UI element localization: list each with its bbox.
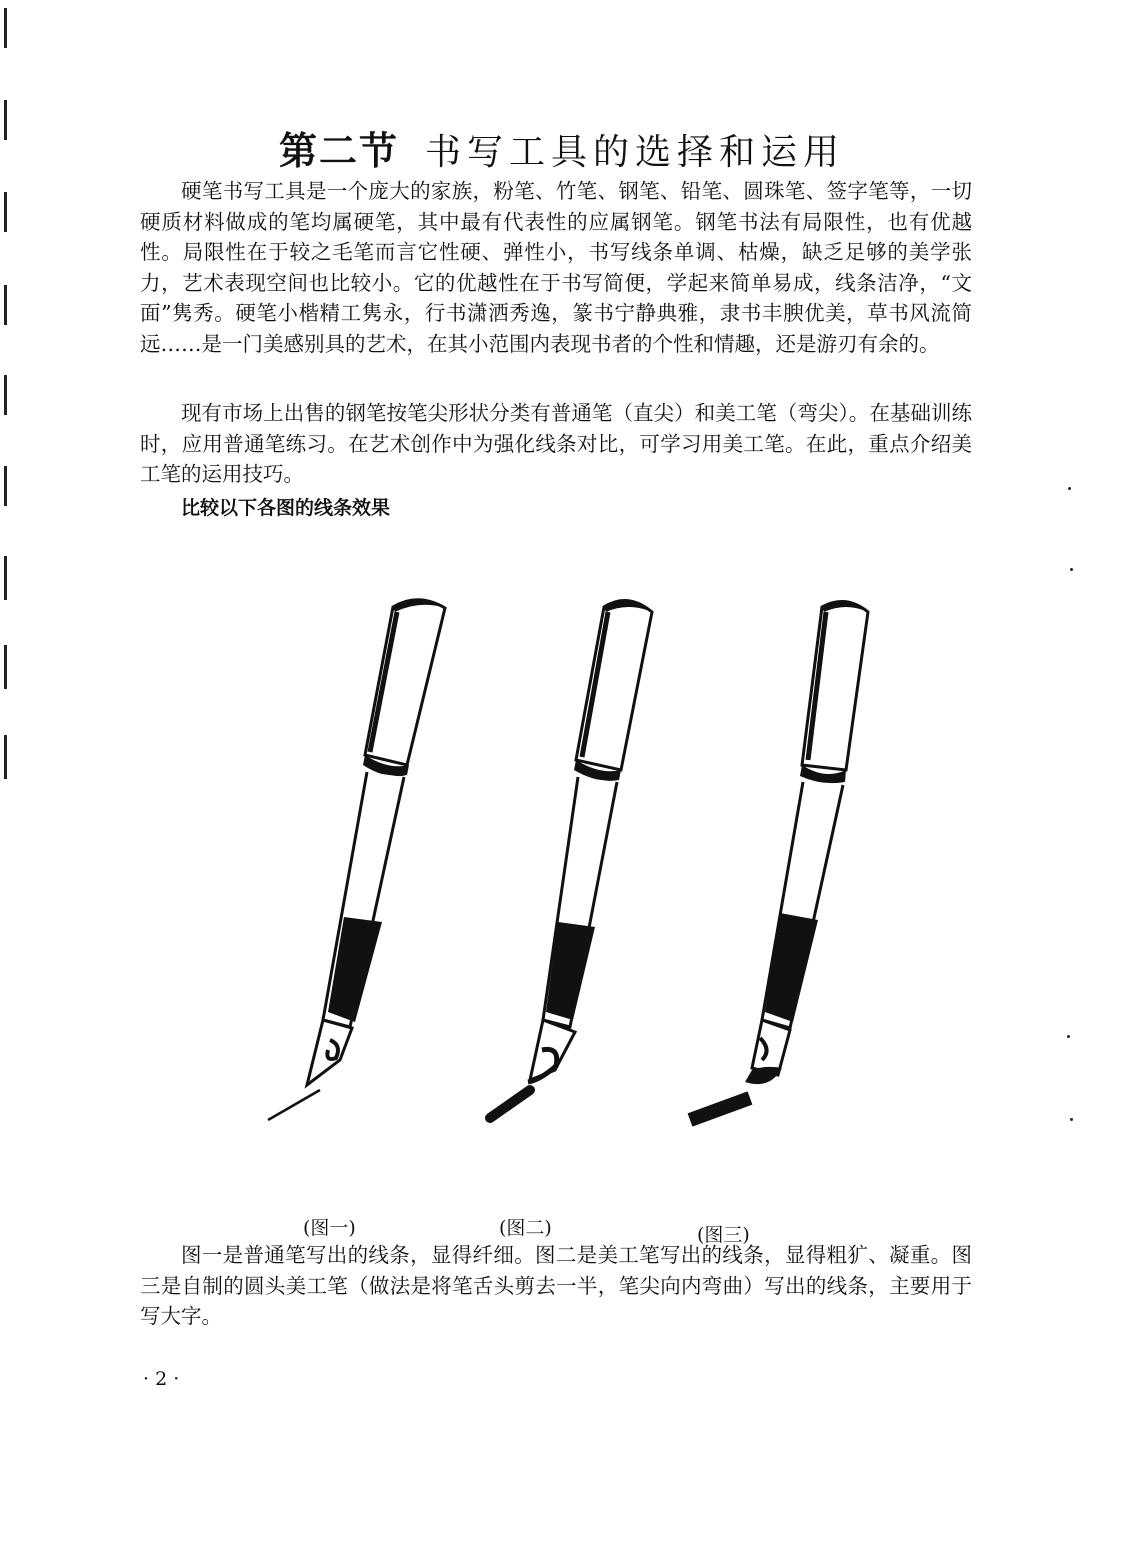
compare-heading: 比较以下各图的线条效果 — [181, 497, 391, 519]
pen-illustration-1 — [268, 599, 445, 1120]
explanation-paragraph — [140, 1240, 972, 1332]
section-heading: 书写工具的选择和运用 — [425, 132, 846, 173]
paragraph-3: 图一是普通笔写出的线条，显得纤细。图二是美工笔写出的线条，显得粗犷、凝重。图三是自制的圆头美工笔（做法是将笔舌头剪去一半，笔尖向内弯曲）写出的线条，主要用于写大字。 — [140, 1243, 972, 1329]
pen-illustration-3 — [690, 601, 868, 1120]
figure-caption-2: (图二) — [499, 1217, 552, 1239]
pen-illustration-2 — [490, 600, 652, 1118]
figure-caption-3: (图三) — [697, 1224, 750, 1246]
paragraph-2: 现有市场上出售的钢笔按笔尖形状分类有普通笔（直尖）和美工笔（弯尖）。在基础训练时，应用普通笔练习。在艺术创作中为强化线条对比，可学习用美工笔。在此，重点介绍美工笔的运用技巧。 — [140, 401, 972, 487]
section-number: 第二节 — [278, 129, 399, 173]
page-number: · 2 · — [143, 1368, 180, 1390]
figure-caption-1: (图一) — [303, 1217, 356, 1239]
paragraph-1: 硬笔书写工具是一个庞大的家族，粉笔、竹笔、钢笔、铅笔、圆珠笔、签字笔等，一切硬质材料做成的笔均属硬笔，其中最有代表性的应属钢笔。钢笔书法有局限性，也有优越性。局限性在于较之毛笔而言它性硬、弹性小，书写线条单调、枯燥，缺乏足够的美学张力，艺术表现空间也比较小。它的优越性在于书写简便，学起来简单易成，线条洁净，“文面”隽秀。硬笔小楷精工隽永，行书潇洒秀逸，篆书宁静典雅，隶书丰腴优美，草书风流简远……是一门美感别具的艺术，在其小范围内表现书者的个性和情趣，还是游刃有余的。 — [140, 179, 972, 356]
